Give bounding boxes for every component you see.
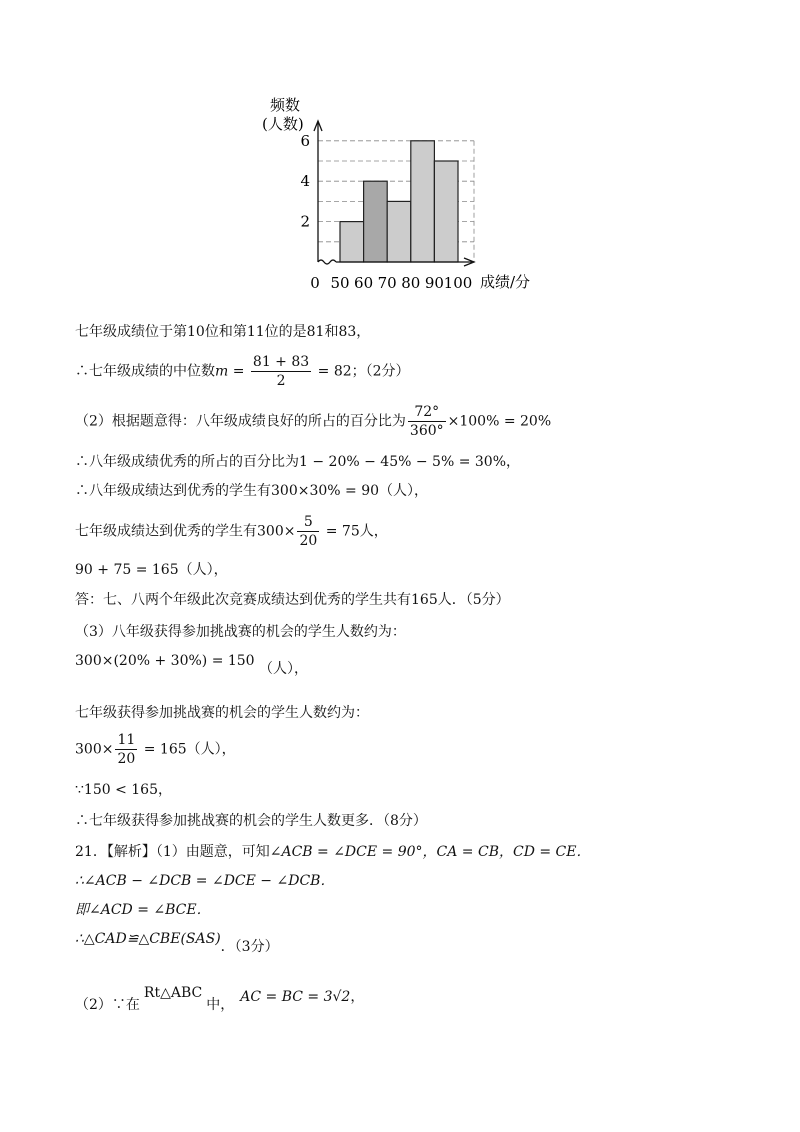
part2-mid: 中， bbox=[206, 997, 235, 1013]
line-congruence bbox=[75, 931, 279, 955]
good-percent-result: ×100% = 20% bbox=[447, 413, 552, 430]
part2-end: ， bbox=[350, 989, 365, 1005]
median-eq: = bbox=[228, 363, 249, 380]
x-tick-labels bbox=[310, 274, 472, 292]
line-q21-part2 bbox=[75, 985, 365, 1013]
line-good-percent bbox=[75, 405, 551, 438]
line-grade7-excellent bbox=[75, 515, 388, 548]
x-tick-90: 90 bbox=[424, 274, 444, 292]
x-tick-70: 70 bbox=[377, 274, 397, 292]
y-tick-6: 6 bbox=[300, 131, 310, 150]
grade7-challenge-numerator: 11 bbox=[117, 732, 136, 748]
y-axis-label-line1: 频数 bbox=[270, 96, 301, 114]
x-tick-50: 50 bbox=[330, 274, 350, 292]
grade7-excellent-result: = 75人， bbox=[321, 523, 388, 540]
line-part3-heading: （3）八年级获得参加挑战赛的机会的学生人数约为： bbox=[75, 624, 406, 640]
q21-intro: 21．【解析】（1）由题意，可知 bbox=[75, 844, 270, 860]
grade8-challenge-unit: （人）， bbox=[259, 661, 309, 677]
line-comparison: ∵150 < 165， bbox=[75, 782, 172, 798]
line-grade7-challenge-heading: 七年级获得参加挑战赛的机会的学生人数约为： bbox=[75, 705, 369, 721]
x-tick-60: 60 bbox=[354, 274, 374, 292]
bar-70-80 bbox=[387, 201, 411, 262]
line-angle-equal: 即∠ACD = ∠BCE． bbox=[75, 902, 211, 918]
line-conclusion: ∴七年级获得参加挑战赛的机会的学生人数更多．（8分） bbox=[75, 813, 427, 829]
good-percent-numerator: 72° bbox=[408, 405, 446, 422]
line-median-position: 七年级成绩位于第10位和第11位的是81和83， bbox=[75, 324, 371, 340]
q21-given: ∠ACB = ∠DCE = 90°，CA = CB，CD = CE． bbox=[269, 844, 591, 860]
line-median bbox=[75, 355, 410, 388]
median-numerator: 81 + 83 bbox=[252, 354, 310, 370]
line-excellent-percent: ∴八年级成绩优秀的所占的百分比为1 − 20% − 45% − 5% = 30%， bbox=[75, 454, 520, 470]
right-triangle-label: Rt△ABC bbox=[143, 985, 203, 1001]
grade7-excellent-fraction bbox=[297, 515, 319, 548]
line-total-excellent: 90 + 75 = 165（人）， bbox=[75, 562, 228, 578]
x-tick-80: 80 bbox=[401, 274, 421, 292]
bar-80-90 bbox=[411, 141, 435, 262]
bar-90-100 bbox=[434, 161, 458, 262]
congruence-statement: ∴△CAD≌△CBE(SAS) bbox=[75, 931, 221, 947]
line-grade8-excellent: ∴八年级成绩达到优秀的学生有300×30% = 90（人）， bbox=[75, 483, 429, 499]
part2-intro: （2）∵在 bbox=[75, 997, 140, 1013]
good-percent-fraction bbox=[408, 405, 446, 438]
frequency-histogram bbox=[0, 0, 800, 300]
y-tick-labels bbox=[300, 132, 310, 231]
line-grade7-challenge bbox=[75, 733, 236, 766]
bar-60-70 bbox=[364, 181, 388, 262]
grade7-excellent-numerator: 5 bbox=[297, 515, 319, 532]
y-axis-label-line2: (人数) bbox=[262, 115, 304, 133]
good-percent-text: （2）根据题意得：八年级成绩良好的所占的百分比为 bbox=[75, 413, 406, 430]
line-q21-part1 bbox=[75, 845, 591, 859]
grade7-challenge-fraction bbox=[115, 733, 137, 766]
bars bbox=[340, 141, 458, 262]
grade7-excellent-denominator: 20 bbox=[299, 533, 318, 549]
side-length: AC = BC = 3√2 bbox=[240, 989, 351, 1005]
line-grade8-challenge bbox=[75, 653, 309, 677]
y-tick-2: 2 bbox=[300, 212, 310, 231]
median-fraction bbox=[251, 355, 311, 388]
grade7-challenge-denominator: 20 bbox=[117, 751, 136, 767]
bar-50-60 bbox=[340, 222, 364, 262]
median-result: = 82；（2分） bbox=[313, 363, 410, 380]
median-symbol: m bbox=[215, 363, 229, 380]
median-denominator: 2 bbox=[276, 373, 286, 389]
grade8-challenge-expr: 300×(20% + 30%) = 150 bbox=[75, 653, 255, 669]
x-axis-break bbox=[318, 260, 336, 264]
x-tick-0: 0 bbox=[310, 274, 320, 292]
grade7-challenge-result: = 165（人）， bbox=[139, 741, 236, 758]
good-percent-denominator: 360° bbox=[409, 423, 444, 439]
x-tick-100: 100 bbox=[443, 274, 473, 292]
x-axis-label: 成绩/分 bbox=[480, 273, 531, 291]
grade7-excellent-text: 七年级成绩达到优秀的学生有300× bbox=[75, 523, 296, 540]
congruence-score: ．（3分） bbox=[220, 939, 279, 955]
line-answer: 答：七、八两个年级此次竞赛成绩达到优秀的学生共有165人．（5分） bbox=[75, 592, 510, 608]
grade7-challenge-text: 300× bbox=[75, 741, 114, 758]
median-text: ∴七年级成绩的中位数 bbox=[75, 363, 215, 380]
line-angle-subtract: ∴∠ACB − ∠DCB = ∠DCE − ∠DCB． bbox=[75, 873, 335, 889]
y-tick-4: 4 bbox=[300, 172, 310, 191]
